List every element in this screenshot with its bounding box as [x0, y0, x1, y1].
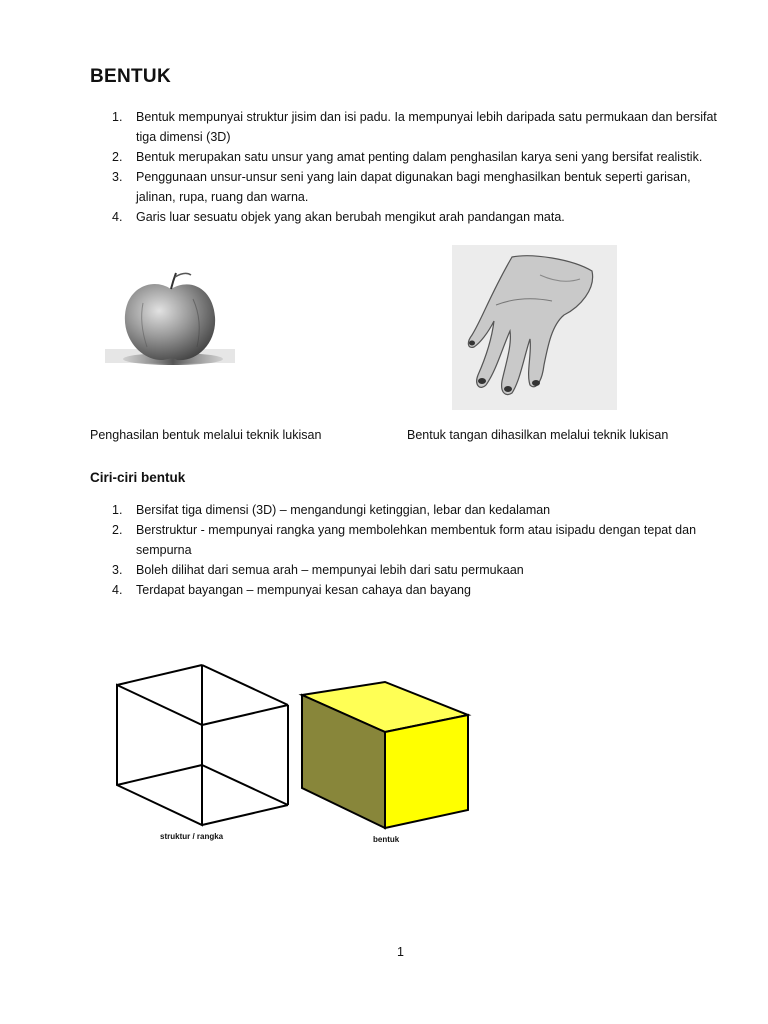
- section-heading: Ciri-ciri bentuk: [90, 470, 186, 485]
- list-item: 3. Penggunaan unsur-unsur seni yang lain dapat digunakan bagi menghasilkan bentuk seperti garisan, jalinan, rupa, ruang dan warna.: [112, 170, 691, 204]
- list-item-text: Bentuk merupakan satu unsur yang amat penting dalam penghasilan karya seni yang bersifat realistik.: [136, 150, 703, 164]
- wireframe-box: [117, 665, 288, 825]
- page-title: BENTUK: [90, 66, 171, 87]
- box-diagram: [100, 660, 480, 830]
- list-item: 1. Bentuk mempunyai struktur jisim dan isi padu. Ia mempunyai lebih daripada satu permukaan dan bersifat tiga dimensi (3D): [112, 110, 717, 144]
- figure-caption-left: Penghasilan bentuk melalui teknik lukisan: [90, 428, 322, 442]
- features-list: [90, 500, 730, 600]
- list-item-text: Bentuk mempunyai struktur jisim dan isi padu. Ia mempunyai lebih daripada satu permukaan dan bersifat tiga dimensi (3D): [136, 110, 717, 144]
- list-item-text: Penggunaan unsur-unsur seni yang lain dapat digunakan bagi menghasilkan bentuk seperti garisan, jalinan, rupa, ruang dan warna.: [136, 170, 691, 204]
- solid-box-front: [385, 715, 468, 828]
- list-item: 2. Berstruktur - mempunyai rangka yang membolehkan membentuk form atau isipadu dengan tepat dan sempurna: [112, 523, 697, 557]
- intro-list: [90, 107, 730, 227]
- list-item: 2. Bentuk merupakan satu unsur yang amat penting dalam penghasilan karya seni yang bersifat realistik.: [112, 150, 703, 164]
- list-item: 1. Bersifat tiga dimensi (3D) – mengandungi ketinggian, lebar dan kedalaman: [112, 503, 551, 517]
- page-number: 1: [397, 945, 404, 959]
- list-item-text: Berstruktur - mempunyai rangka yang membolehkan membentuk form atau isipadu dengan tepat dan sempurna: [136, 523, 697, 557]
- list-item: 4. Garis luar sesuatu objek yang akan berubah mengikut arah pandangan mata.: [112, 210, 565, 224]
- list-item-text: Bersifat tiga dimensi (3D) – mengandungi ketinggian, lebar dan kedalaman: [136, 503, 551, 517]
- apple-drawing-image: [103, 243, 238, 378]
- list-item-text: Terdapat bayangan – mempunyai kesan cahaya dan bayang: [136, 583, 471, 597]
- hand-drawing-image: [452, 245, 617, 410]
- list-item: 3. Boleh dilihat dari semua arah – mempunyai lebih dari satu permukaan: [112, 563, 524, 577]
- solid-box: [302, 682, 468, 828]
- list-item: 4. Terdapat bayangan – mempunyai kesan cahaya dan bayang: [112, 583, 471, 597]
- figure-caption-right: Bentuk tangan dihasilkan melalui teknik lukisan: [407, 428, 669, 442]
- solid-label: bentuk: [373, 835, 400, 844]
- list-item-text: Garis luar sesuatu objek yang akan berubah mengikut arah pandangan mata.: [136, 210, 565, 224]
- frame-label: struktur / rangka: [160, 832, 224, 841]
- list-item-text: Boleh dilihat dari semua arah – mempunyai lebih dari satu permukaan: [136, 563, 524, 577]
